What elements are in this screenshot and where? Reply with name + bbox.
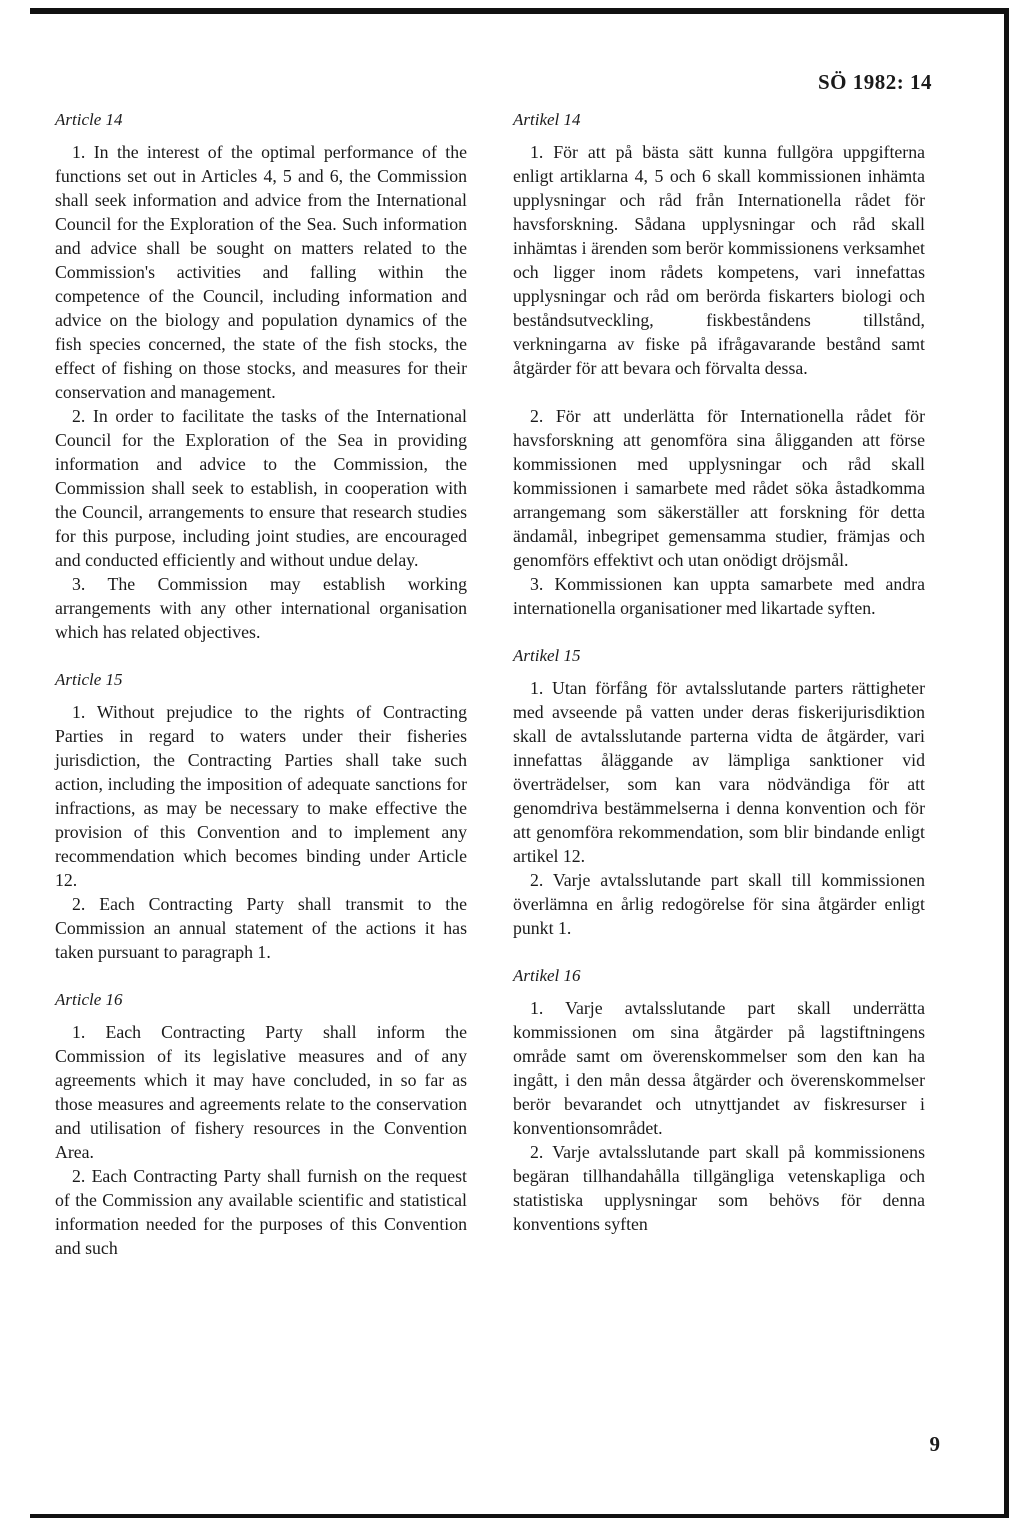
artikel-14-paragraph-1: 1. För att på bästa sätt kunna fullgöra uppgifterna enligt artiklarna 4, 5 och 6 skall kommissionen inhämta upplysningar och råd från Internationella rådet för havsforskning. Sådana upplysningar och råd skall inhämtas i ärenden som berör kommissionens verksamhet och ligger inom rådets kompetens, vari innefattas upplysningar och råd om berörda fiskarters biologi och beståndsutveckling, fiskbeståndens tillstånd, verkningarna av fiske på ifrågavarande bestånd samt åtgärder för att bevara och förvalta dessa. [513,142,925,378]
artikel-15-paragraph-2: 2. Varje avtalsslutande part skall till kommissionen överlämna en årlig redogörelse för sina åtgärder enligt punkt 1. [513,870,925,938]
artikel-16-heading: Artikel 16 [513,966,581,985]
article-15-paragraph-1: 1. Without prejudice to the rights of Contracting Parties in regard to waters under their fisheries jurisdiction, the Contracting Parties shall take such action, including the imposition of adequate sanctions for infractions, as may be necessary to make effective the provision of this Convention and to implement any recommendation which becomes binding under Article 12. [55,702,467,890]
artikel-14-paragraph-3: 3. Kommissionen kan uppta samarbete med andra internationella organisationer med likartade syften. [513,574,925,618]
artikel-14-heading: Artikel 14 [513,110,581,129]
article-15-heading: Article 15 [55,670,123,689]
artikel-14-paragraph-2: 2. För att underlätta för Internationella rådet för havsforskning att genomföra sina åligganden att förse kommissionen med upplysningar och råd skall kommissionen i samarbete med rådet söka åstadkomma arrangemang som säkerställer att forskning för detta ändamål, inbegripet gemensamma studier, främjas och genomförs effektivt och utan onödigt dröjsmål. [513,406,925,570]
artikel-15-heading: Artikel 15 [513,646,581,665]
article-14-paragraph-3: 3. The Commission may establish working arrangements with any other international organisation which has related objectives. [55,574,467,642]
article-16-paragraph-2: 2. Each Contracting Party shall furnish on the request of the Commission any available scientific and statistical information needed for the purposes of this Convention and such [55,1166,467,1258]
article-16-heading: Article 16 [55,990,123,1009]
artikel-15-paragraph-1: 1. Utan förfång för avtalsslutande parters rättigheter med avseende på vatten under deras fiskerijurisdiktion skall de avtalsslutande parterna vidta de åtgärder, vari innefattas åläggande av lämpliga sanktioner vid överträdelser, som kan vara nödvändiga för att genomdriva bestämmelserna i denna konvention och för att genomföra rekommendation, som blir bindande enligt artikel 12. [513,678,925,866]
article-14-paragraph-1: 1. In the interest of the optimal performance of the functions set out in Articles 4, 5 and 6, the Commission shall seek information and advice from the International Council for the Exploration of the Sea. Such information and advice shall be sought on matters related to the Commission's activities and falling within the competence of the Council, including information and advice on the biology and population dynamics of the fish species concerned, the state of the fish stocks, the effect of fishing on those stocks, and measures for their conservation and management. [55,142,467,402]
right-border-rule [1004,8,1009,1518]
artikel-16-paragraph-1: 1. Varje avtalsslutande part skall underrätta kommissionen om sina åtgärder på lagstiftningens område samt om överenskommelser som den kan ha ingått, i den mån dessa åtgärder och överenskommelser berör bevarandet och utnyttjandet av fiskresurser i konventionsområdet. [513,998,925,1138]
article-14-heading: Article 14 [55,110,123,129]
document-identifier: SÖ 1982: 14 [817,70,932,94]
top-border-rule [30,8,1008,14]
article-15-paragraph-2: 2. Each Contracting Party shall transmit to the Commission an annual statement of the actions it has taken pursuant to paragraph 1. [55,894,467,962]
article-14-paragraph-2: 2. In order to facilitate the tasks of the International Council for the Exploration of the Sea in providing information and advice to the Commission, the Commission shall seek to establish, in cooperation with the Council, arrangements to ensure that research studies for this purpose, including joint studies, are encouraged and conducted efficiently and without undue delay. [55,406,467,570]
swedish-column [513,108,925,1236]
page-number: 9 [929,1432,940,1456]
bottom-border-rule [30,1514,1008,1518]
article-16-paragraph-1: 1. Each Contracting Party shall inform the Commission of its legislative measures and of any agreements which it may have concluded, in so far as those measures and agreements relate to the conservation and utilisation of fishery resources in the Convention Area. [55,1022,467,1162]
english-column [55,108,467,1260]
artikel-16-paragraph-2: 2. Varje avtalsslutande part skall på kommissionens begäran tillhandahålla tillgängliga vetenskapliga och statistiska upplysningar som behövs för denna konventions syften [513,1142,925,1234]
